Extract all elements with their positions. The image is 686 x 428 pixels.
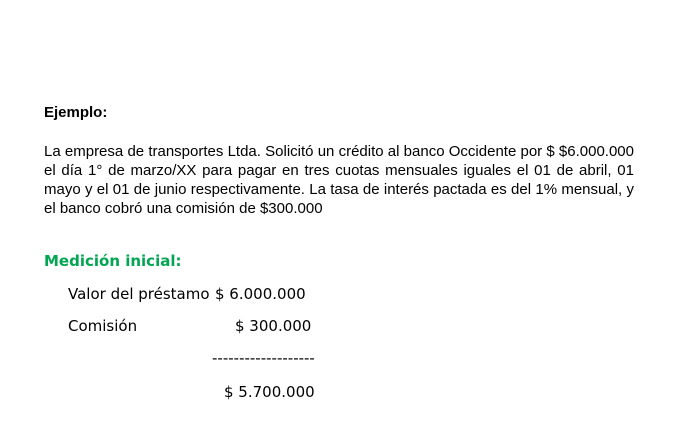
separator-line: -------------------	[212, 349, 315, 367]
fee-label: Comisión	[68, 317, 138, 335]
loan-amount-value: $ 6.000.000	[215, 285, 306, 303]
fee-value: $ 300.000	[235, 317, 312, 335]
problem-statement: La empresa de transportes Ltda. Solicitó un crédito al banco Occidente por $ $6.000.000 el día 1° de marzo/XX para pagar en tres cuotas mensuales iguales el 01 de abril, 01 mayo y el 01 de junio respectivamente. La tasa de interés pactada es del 1% mensual, y el banco cobró una comisión de $300.000	[44, 143, 634, 217]
section-heading: Medición inicial:	[44, 252, 182, 270]
example-label: Ejemplo:	[44, 104, 108, 121]
loan-amount-label: Valor del préstamo	[68, 285, 210, 303]
net-amount-value: $ 5.700.000	[224, 383, 315, 401]
